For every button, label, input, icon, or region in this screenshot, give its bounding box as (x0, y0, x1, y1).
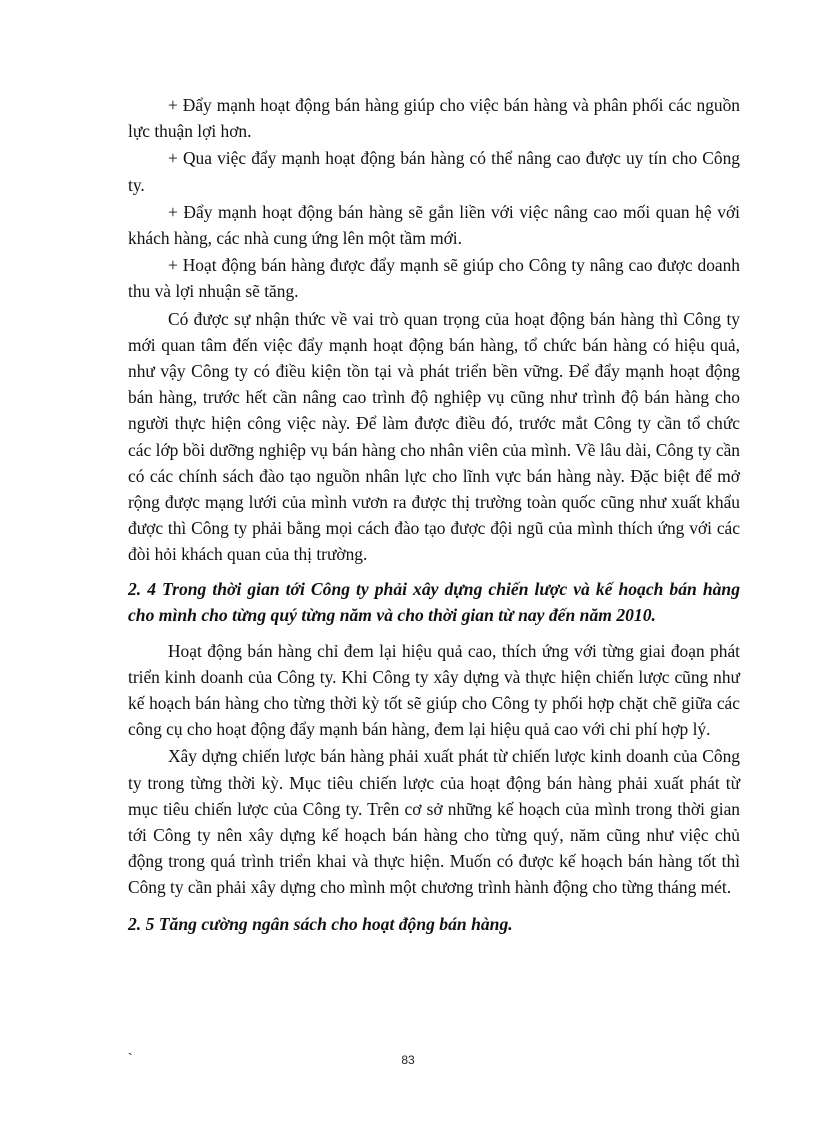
section-heading-2-4: 2. 4 Trong thời gian tới Công ty phải xây dựng chiến lược và kế hoạch bán hàng cho mình cho từng quý từng năm và cho thời gian từ nay đến năm 2010. (128, 578, 740, 626)
document-page (128, 92, 740, 937)
body-paragraph-strategy: Xây dựng chiến lược bán hàng phải xuất phát từ chiến lược kinh doanh của Công ty trong từng thời kỳ. Mục tiêu chiến lược của hoạt động bán hàng phải xuất phát từ mục tiêu chiến lược của Công ty. Trên cơ sở những kế hoạch của mình trong thời gian tới Công ty nên xây dựng kế hoạch bán hàng cho từng quý, năm cũng như việc chủ động trong quá trình triển khai và thực hiện. Muốn có được kế hoạch bán hàng tốt thì Công ty cần phải xây dựng cho mình một chương trình hành động cho từng tháng mét. (128, 746, 740, 898)
body-paragraph-awareness: Có được sự nhận thức về vai trò quan trọng của hoạt động bán hàng thì Công ty mới quan tâm đến việc đẩy mạnh hoạt động bán hàng, tổ chức bán hàng có hiệu quả, như vậy Công ty có điều kiện tồn tại và phát triển bền vững. Để đẩy mạnh hoạt động bán hàng, trước hết cần nâng cao trình độ nghiệp vụ cũng như trình độ bán hàng cho người thực hiện công việc này. Để làm được điều đó, trước mắt Công ty cần tổ chức các lớp bồi dưỡng nghiệp vụ bán hàng cho nhân viên của mình. Về lâu dài, Công ty cần có các chính sách đào tạo nguồn nhân lực cho lĩnh vực bán hàng này. Đặc biệt để mở rộng được mạng lưới của mình vươn ra được thị trường toàn quốc cũng như xuất khẩu được thì Công ty phải bằng mọi cách đào tạo được đội ngũ của mình thích ứng với các đòi hỏi khách quan của thị trường. (128, 308, 740, 565)
body-paragraph-sales-activity: Hoạt động bán hàng chỉ đem lại hiệu quả cao, thích ứng với từng giai đoạn phát triển kinh doanh của Công ty. Khi Công ty xây dựng và thực hiện chiến lược cũng như kế hoạch bán hàng cho từng thời kỳ tốt sẽ giúp cho Công ty phối hợp chặt chẽ giữa các công cụ cho hoạt động đẩy mạnh bán hàng, đem lại hiệu quả cao với chi phí hợp lý. (128, 640, 740, 740)
bullet-paragraph-4: + Hoạt động bán hàng được đẩy mạnh sẽ giúp cho Công ty nâng cao được doanh thu và lợi nhuận sẽ tăng. (128, 255, 740, 302)
bullet-paragraph-1: + Đẩy mạnh hoạt động bán hàng giúp cho việc bán hàng và phân phối các nguồn lực thuận lợi hơn. (128, 95, 740, 142)
bullet-paragraph-3: + Đẩy mạnh hoạt động bán hàng sẽ gắn liền với việc nâng cao mối quan hệ với khách hàng, các nhà cung ứng lên một tầm mới. (128, 201, 740, 249)
bullet-paragraph-2: + Qua việc đẩy mạnh hoạt động bán hàng có thể nâng cao được uy tín cho Công ty. (128, 148, 740, 195)
section-heading-2-5: 2. 5 Tăng cường ngân sách cho hoạt động bán hàng. (128, 913, 513, 934)
page-number: 83 (401, 1053, 415, 1067)
footer-mark: ` (128, 1050, 133, 1066)
